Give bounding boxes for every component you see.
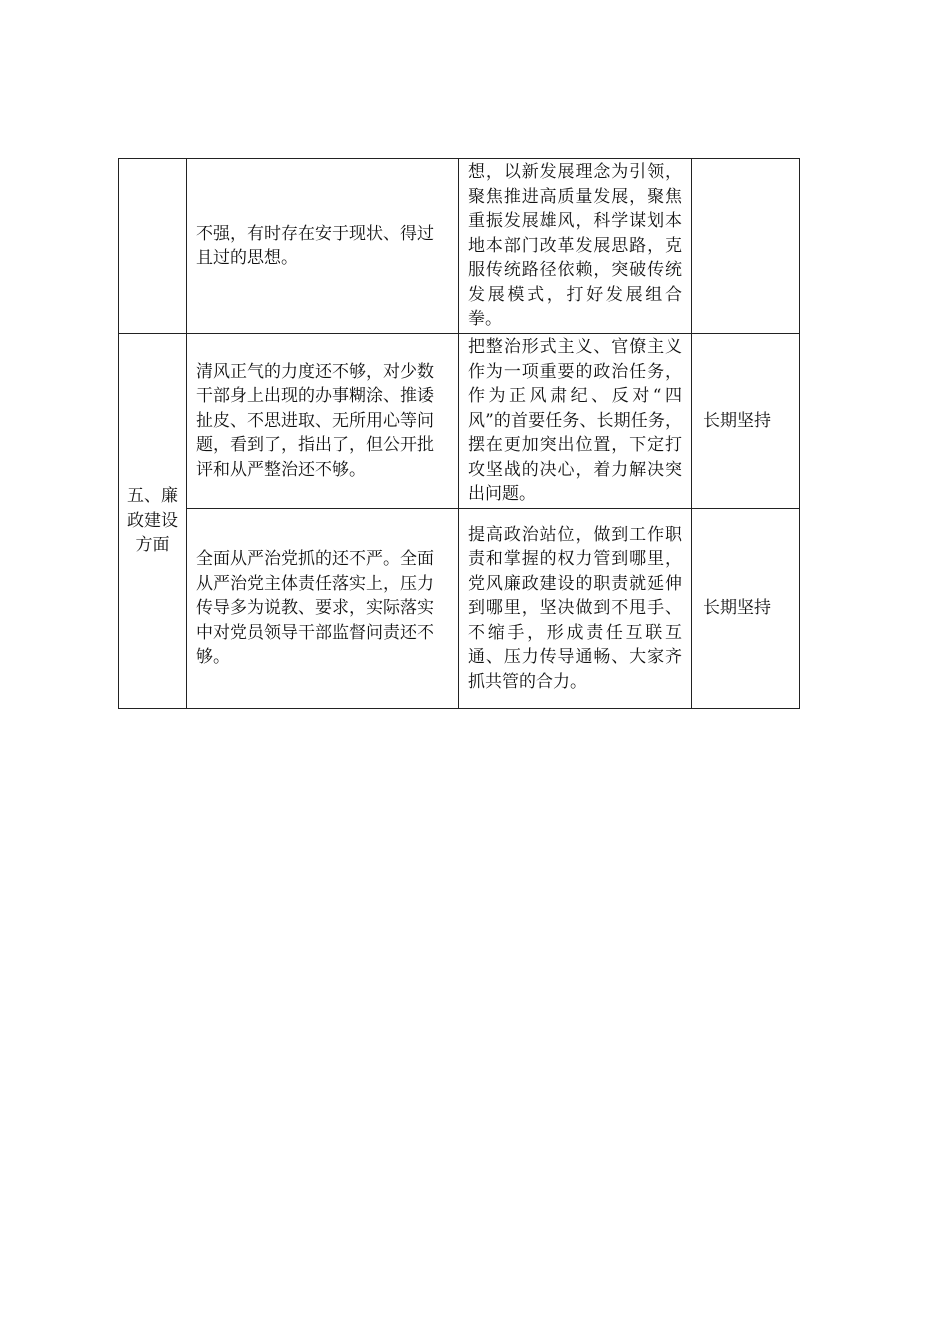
measure-cell: 想，以新发展理念为引领，聚焦推进高质量发展，聚焦重振发展雄风，科学谋划本地本部门改革发展思路，克服传统路径依赖，突破传统发展模式，打好发展组合拳。: [459, 159, 692, 334]
problem-cell: 清风正气的力度还不够，对少数干部身上出现的办事糊涂、推诿扯皮、不思进取、无所用心等问题，看到了，指出了，但公开批评和从严整治还不够。: [187, 334, 459, 509]
category-cell: [119, 159, 187, 334]
table-row: [119, 509, 800, 709]
deadline-cell: [692, 159, 800, 334]
deadline-cell: 长期坚持: [692, 334, 800, 509]
problem-cell: 不强，有时存在安于现状、得过且过的思想。: [187, 159, 459, 334]
problem-cell: 全面从严治党抓的还不严。全面从严治党主体责任落实上，压力传导多为说教、要求，实际落实中对党员领导干部监督问责还不够。: [187, 509, 459, 709]
rectification-table: [118, 158, 800, 709]
deadline-cell: 长期坚持: [692, 509, 800, 709]
table-row: [119, 334, 800, 509]
measure-cell: 提高政治站位，做到工作职责和掌握的权力管到哪里，党风廉政建设的职责就延伸到哪里，坚决做到不甩手、不缩手，形成责任互联互通、压力传导通畅、大家齐抓共管的合力。: [459, 509, 692, 709]
table-row: [119, 159, 800, 334]
category-cell: 五、廉政建设方面: [119, 334, 187, 709]
measure-cell: 把整治形式主义、官僚主义作为一项重要的政治任务，作为正风肃纪、反对“四风”的首要任务、长期任务，摆在更加突出位置，下定打攻坚战的决心，着力解决突出问题。: [459, 334, 692, 509]
